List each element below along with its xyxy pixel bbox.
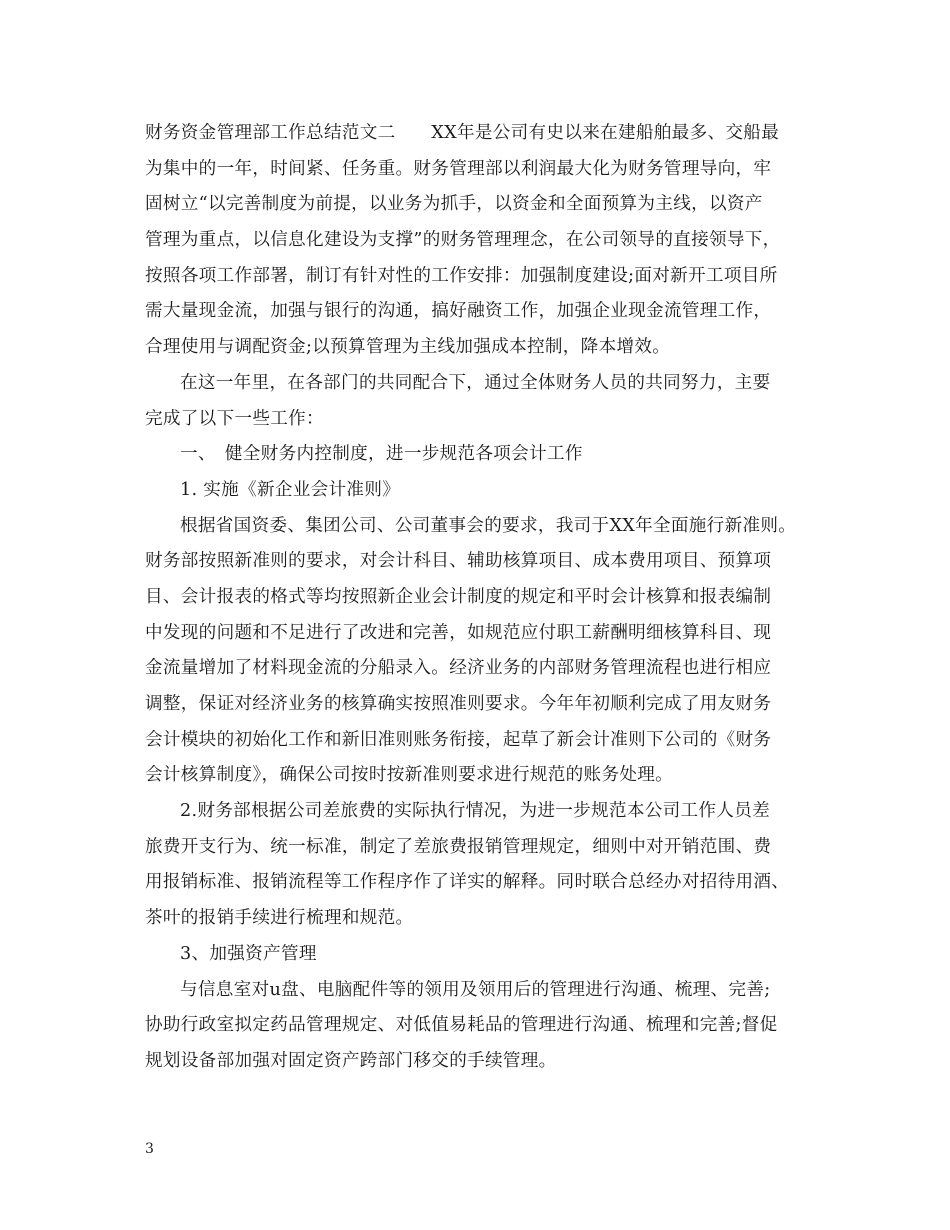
document-body [145, 116, 820, 1080]
text-line: 一、 健全财务内控制度，进一步规范各项会计工作 [180, 444, 583, 465]
text-line: 会计核算制度》，确保公司按时按新准则要求进行规范的账务处理。 [145, 765, 674, 786]
text-line: 旅费开支行为、统一标准，制定了差旅费报销管理规定，细则中对开销范围、费 [145, 836, 772, 857]
text-line: 目、会计报表的格式等均按照新企业会计制度的规定和平时会计核算和报表编制 [145, 586, 772, 607]
text-line: 为集中的一年，时间紧、任务重。财务管理部以利润最大化为财务管理导向，牢 [145, 158, 772, 179]
text-line: 茶叶的报销手续进行梳理和规范。 [145, 908, 414, 929]
page-number: 3 [145, 1141, 154, 1157]
text-line: 在这一年里，在各部门的共同配合下，通过全体财务人员的共同努力，主要 [180, 372, 771, 393]
text-line: 财务部按照新准则的要求，对会计科目、辅助核算项目、成本费用项目、预算项 [145, 551, 772, 572]
text-line: 1. 实施《新企业会计准则》 [180, 479, 401, 500]
text-line: 完成了以下一些工作： [145, 408, 324, 429]
text-line: 3、加强资产管理 [180, 943, 317, 964]
text-line: 规划设备部加强对固定资产跨部门移交的手续管理。 [145, 1050, 557, 1071]
text-line: 用报销标准、报销流程等工作程序作了详实的解释。同时联合总经办对招待用酒、 [145, 872, 790, 893]
text-line: 会计模块的初始化工作和新旧准则账务衔接，起草了新会计准则下公司的《财务 [145, 729, 772, 750]
text-line: 根据省国资委、集团公司、公司董事会的要求，我司于XX年全面施行新准则。 [180, 515, 797, 536]
text-line: 与信息室对u盘、电脑配件等的领用及领用后的管理进行沟通、梳理、完善; [180, 979, 771, 1000]
text-line: 管理为重点，以信息化建设为支撑”的财务管理理念，在公司领导的直接领导下， [145, 230, 781, 251]
text-line: 财务资金管理部工作总结范文二 XX年是公司有史以来在建船舶最多、交船最 [145, 123, 780, 143]
text-line: 金流量增加了材料现金流的分船录入。经济业务的内部财务管理流程也进行相应 [145, 658, 772, 679]
text-line: 需大量现金流，加强与银行的沟通，搞好融资工作，加强企业现金流管理工作， [145, 301, 772, 322]
text-line: 中发现的问题和不足进行了改进和完善，如规范应付职工薪酬明细核算科目、现 [145, 622, 772, 643]
text-line: 协助行政室拟定药品管理规定、对低值易耗品的管理进行沟通、梳理和完善;督促 [145, 1015, 778, 1036]
text-line: 调整，保证对经济业务的核算确实按照准则要求。今年年初顺利完成了用友财务 [145, 694, 772, 714]
text-line: 合理使用与调配资金;以预算管理为主线加强成本控制，降本增效。 [145, 337, 671, 358]
text-line: 2.财务部根据公司差旅费的实际执行情况，为进一步规范本公司工作人员差 [180, 801, 770, 822]
text-line: 固树立“以完善制度为前提，以业务为抓手，以资金和全面预算为主线，以资产 [145, 194, 763, 215]
text-line: 按照各项工作部署，制订有针对性的工作安排：加强制度建设;面对新开工项目所 [145, 265, 778, 286]
